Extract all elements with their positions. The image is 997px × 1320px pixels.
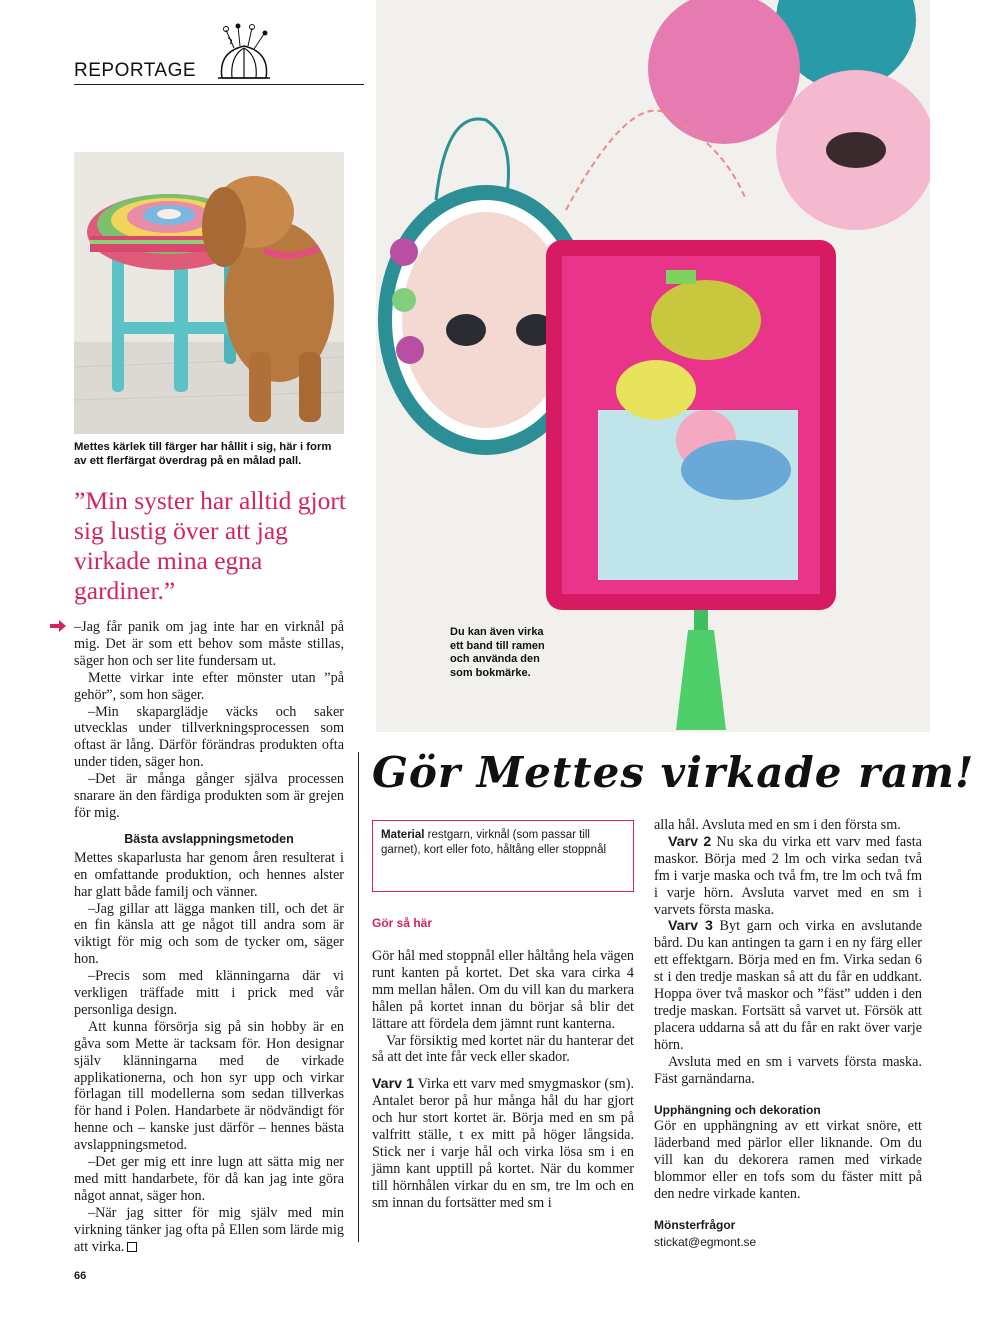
paragraph: Gör hål med stoppnål eller håltång hela vägen runt kanten på kortet. Det ska vara cirka 4 mm mellan hålen. Om du vill kan du markera hålen på kortet innan du börjar så blir det lättare att fördela dem jämnt runt kanterna. (372, 948, 634, 1032)
article-column-1 (74, 619, 344, 1256)
paragraph: Gör en upphängning av ett virkat snöre, ett läderband med pärlor eller liknande. Om du vill kan du dekorera ramen med virkade blommor eller en tofs som du fäster mitt på den nedre virkade kanten. (654, 1118, 922, 1203)
arrow-right-icon (50, 620, 66, 632)
paragraph (372, 1076, 634, 1211)
paragraph: –Det är många gånger själva processen snarare än den färdiga produkten som är grejen för mig. (74, 771, 344, 821)
varv1-label: Varv 1 (372, 1076, 415, 1093)
section-subheading: Bästa avslappningsmetoden (124, 831, 294, 846)
material-text: restgarn, virknål (som passar till garnet), kort eller foto, håltång eller stoppnål (381, 829, 607, 856)
how-to-heading: Gör så här (372, 916, 433, 930)
varv3-label: Varv 3 (668, 918, 713, 935)
paragraph: Mette virkar inte efter mönster utan ”på gehör”, som hon säger. (74, 669, 344, 703)
dog-stool-photo (74, 152, 344, 434)
material-box (372, 820, 634, 892)
questions-heading: Mönsterfrågor (654, 1217, 736, 1232)
craft-photo-caption: Du kan även virka ett band till ramen och använda den som bokmärke. (450, 626, 545, 679)
end-mark-icon (127, 1242, 137, 1252)
paragraph: –Jag får panik om jag inte har en virknål på mig. Det är som ett behov som måste stillas, säger hon och ser lite fundersam ut. (74, 619, 344, 669)
varv2-text: Nu ska du virka ett varv med fasta maskor. Börja med 2 lm och virka sedan två fm i varje maska och två fm, tre lm och två fm i varje hörn. Avsluta varvet med en sm i varvets första maska. (654, 833, 922, 918)
paragraph-text: –När jag sitter för mig själv med min virkning tänker jag ofta på Ellen som lärde mig att virka. (74, 1204, 344, 1255)
varv3-text: Byt garn och virka en avslutande bård. Du kan antingen ta garn i en ny färg eller ett effektgarn. Börja med en fm. Virka sedan 6 st i den tredje maskan så att du får en uddkant. Hoppa över två maskor och ”fäst” udden i den tredje maskan. Fortsätt så varvet ut. Försök att placera uddarna så att du får en rakt över varje hörn. (654, 918, 922, 1053)
pull-quote: ”Min syster har alltid gjort sig lustig över att jag virkade mina egna gardiner.” (74, 486, 346, 605)
page-number: 66 (74, 1270, 87, 1282)
paragraph (654, 834, 922, 919)
column-divider (358, 752, 359, 1242)
paragraph: –Jag gillar att lägga manken till, och det är en fin känsla att ge något till andra som är viktigt för mig och som de tycker om, säger hon. (74, 900, 344, 968)
varv1-text: Virka ett varv med smygmaskor (sm). Antalet beror på hur många hål du har gjort och hur stort kortet är. Börja med en sm på valfritt ställe, t ex mitt på höger långsida. Stick ner i varje hål och virka lösa sm i en jämn kant upptill på kortet. När du kommer till hörnhålen virkar du en sm, tre lm och en sm innan du fortsätter med sm i (372, 1076, 634, 1211)
header-rule (74, 84, 364, 85)
section-label: REPORTAGE (74, 60, 197, 81)
paragraph: Avsluta med en sm i varvets första maska. Fäst garnändarna. (654, 1053, 922, 1087)
hanging-heading: Upphängning och dekoration (654, 1102, 821, 1117)
paragraph: Var försiktig med kortet när du hanterar det så att det inte får veck eller skador. (372, 1032, 634, 1066)
paragraph: –Precis som med klänningarna där vi verkligen träffade mitt i prick med vår personliga design. (74, 968, 344, 1018)
instructions-column-2 (372, 948, 634, 1212)
instructions-title: Gör Mettes virkade ram! (372, 748, 975, 797)
material-label: Material (381, 829, 425, 841)
paragraph (654, 918, 922, 1053)
contact-email: stickat@egmont.se (654, 1234, 757, 1249)
paragraph: –Det ger mig ett inre lugn att sätta mig ner med mitt handarbete, för då kan jag inte göra något annat, säger hon. (74, 1154, 344, 1204)
paragraph: alla hål. Avsluta med en sm i den första sm. (654, 817, 901, 833)
paragraph (74, 1205, 344, 1256)
dog-photo-caption: Mettes kärlek till färger har hållit i sig, här i form av ett flerfärgat överdrag på en målad pall. (74, 441, 332, 467)
paragraph: Mettes skaparlusta har genom åren resulterat i en omfattande produktion, och hennes alster har glatt både familj och vänner. (74, 849, 344, 900)
instructions-column-3 (654, 817, 922, 1251)
crochet-frames-photo (376, 0, 930, 732)
pincushion-icon (204, 22, 284, 84)
varv2-label: Varv 2 (668, 833, 712, 850)
paragraph: –Min skaparglädje väcks och saker utvecklas under tillverkningsprocessen som oftast är lång. Därför förändras produkten ofta under tiden, säger hon. (74, 703, 344, 771)
paragraph: Att kunna försörja sig på sin hobby är en gåva som Mette är tacksam för. Hon designar själv klänningarna med de virkade applikationerna, och hon syr upp och virkar förlagan till modellerna som sedan tillverkas för hand i Polen. Handarbete är nödvändigt för henne och – kanske just därför – hennes bästa avslappningsmetod. (74, 1018, 344, 1154)
